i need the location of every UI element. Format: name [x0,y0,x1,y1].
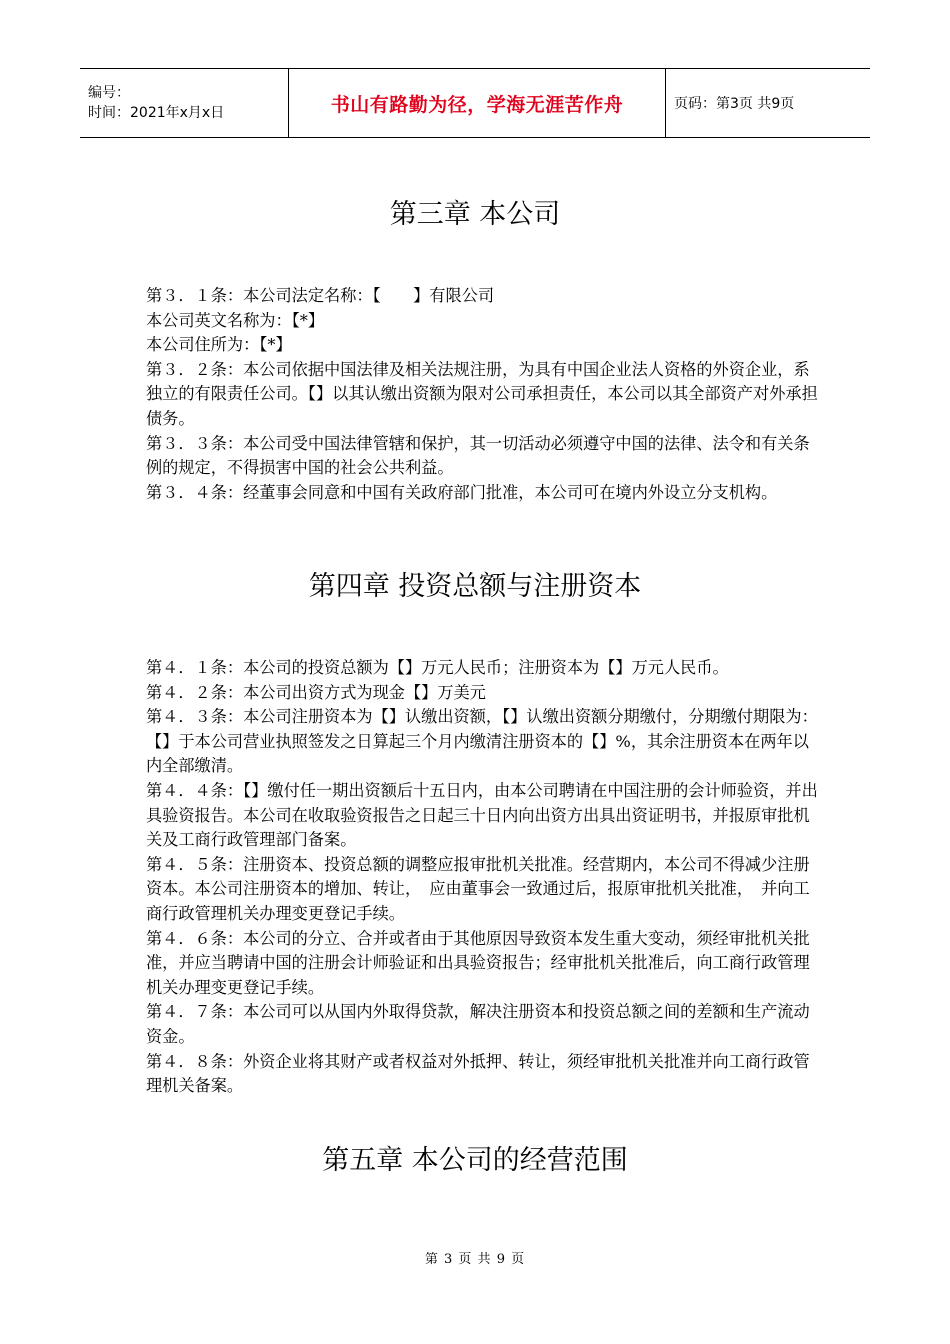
page-header [80,68,870,138]
chapter-title: 第四章 投资总额与注册资本 [308,571,642,602]
document-date-label: 时间：2021年x月x日 [88,105,225,121]
header-motto: 书山有路勤为径，学海无涯苦作舟 [330,93,624,116]
header-meta [80,69,288,137]
clause: 本公司英文名称为：【*】 [146,310,325,330]
chapter-body [146,656,818,1099]
clause: 第４．４条：【】缴付任一期出资额后十五日内，由本公司聘请在中国注册的会计师验资，并出具验资报告。本公司在收取验资报告之日起三十日内向出资方出具出资证明书，并报原审批机关及工商行政管理部门备案。 [146,780,818,850]
clause: 第４．７条：本公司可以从国内外取得贷款，解决注册资本和投资总额之间的差额和生产流动资金。 [146,1002,810,1046]
clause: 本公司住所为：【*】 [146,335,292,355]
clause: 第３．３条：本公司受中国法律管辖和保护，其一切活动必须遵守中国的法律、法令和有关条例的规定，不得损害中国的社会公共利益。 [146,433,810,478]
chapter-title: 第五章 本公司的经营范围 [322,1145,628,1176]
document-number-label: 编号： [88,85,130,101]
page-footer: 第 3 页 共 9 页 [424,1252,526,1267]
clause: 第４．６条：本公司的分立、合并或者由于其他原因导致资本发生重大变动，须经审批机关批准，并应当聘请中国的注册会计师验证和出具验资报告；经审批机关批准后，向工商行政管理机关办理变更登记手续。 [146,928,810,997]
header-motto-cell [288,69,666,137]
clause: 第３．１条：本公司法定名称：【 】有限公司 [146,286,495,305]
chapter-body [146,284,818,505]
header-page-cell [666,69,870,137]
clause: 第３．４条：经董事会同意和中国有关政府部门批准，本公司可在境内外设立分支机构。 [146,482,778,502]
clause: 第４．５条：注册资本、投资总额的调整应报审批机关批准。经营期内，本公司不得减少注册资本。本公司注册资本的增加、转让， 应由董事会一致通过后，报原审批机关批准， 并向工商行政管理机关办理变更登记手续。 [146,854,810,923]
clause: 第４．２条：本公司出资方式为现金【】万美元 [146,682,486,702]
clause: 第４．８条：外资企业将其财产或者权益对外抵押、转让，须经审批机关批准并向工商行政管理机关备案。 [146,1051,810,1096]
chapter-title: 第三章 本公司 [389,199,561,230]
clause: 第４．１条：本公司的投资总额为【】万元人民币；注册资本为【】万元人民币。 [146,658,729,677]
clause: 第３．２条：本公司依据中国法律及相关法规注册，为具有中国企业法人资格的外资企业，系独立的有限责任公司。【】以其认缴出资额为限对公司承担责任，本公司以其全部资产对外承担债务。 [146,359,818,428]
clause: 第４．３条：本公司注册资本为【】认缴出资额，【】认缴出资额分期缴付，分期缴付期限为：【】于本公司营业执照签发之日算起三个月内缴清注册资本的【】%，其余注册资本在两年以内全部缴清。 [146,707,818,776]
header-page-number: 页码：第3页 共9页 [674,96,795,112]
